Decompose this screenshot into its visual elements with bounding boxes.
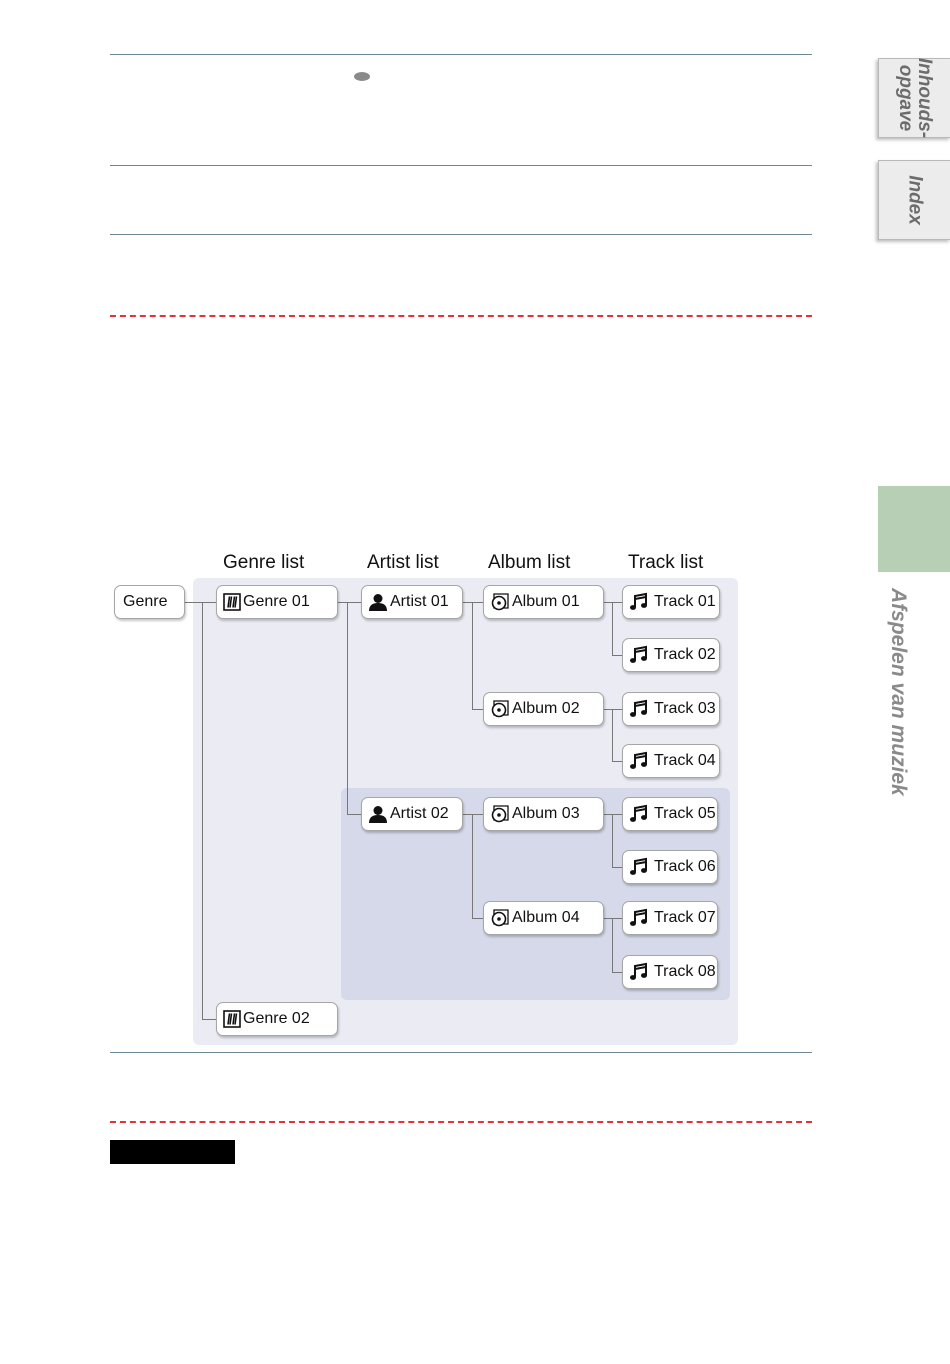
top-divider — [110, 54, 812, 55]
album-node — [483, 692, 604, 726]
node-label: Genre 01 — [243, 593, 310, 610]
genre-node — [216, 1002, 338, 1036]
album-icon — [490, 805, 510, 823]
music-note-icon — [629, 751, 649, 771]
node-label: Album 03 — [512, 805, 580, 822]
node-label: Artist 01 — [390, 593, 449, 610]
track-node — [622, 692, 720, 726]
track-node — [622, 955, 718, 989]
connector — [612, 709, 613, 761]
header-genre-list: Genre list — [223, 552, 305, 573]
section-title: Afspelen van muziek — [887, 588, 910, 796]
genre-icon — [223, 1010, 241, 1028]
bullet-dot — [354, 72, 370, 81]
album-icon — [490, 700, 510, 718]
album-icon — [490, 909, 510, 927]
track-node — [622, 901, 718, 935]
connector — [472, 602, 473, 709]
node-label: Track 03 — [654, 700, 716, 717]
artist-node — [361, 797, 463, 831]
track-node — [622, 797, 718, 831]
connector — [472, 918, 483, 919]
music-note-icon — [629, 857, 649, 877]
track-node — [622, 744, 720, 778]
node-label: Track 05 — [654, 805, 716, 822]
divider — [110, 1052, 812, 1053]
music-note-icon — [629, 645, 649, 665]
artist-icon — [368, 593, 388, 611]
artist-icon — [368, 805, 388, 823]
album-icon — [490, 593, 510, 611]
connector — [202, 602, 203, 1019]
section-marker — [878, 486, 950, 572]
connector — [472, 709, 483, 710]
connector — [612, 972, 622, 973]
track-node — [622, 638, 720, 672]
dashed-rule — [110, 1121, 812, 1123]
node-label: Album 01 — [512, 593, 580, 610]
connector — [202, 1019, 216, 1020]
connector — [185, 602, 216, 603]
connector — [604, 814, 622, 815]
header-album-list: Album list — [488, 552, 571, 573]
node-label: Track 02 — [654, 646, 716, 663]
tab-label: Index — [904, 175, 926, 225]
tab-table-of-contents[interactable] — [878, 58, 950, 138]
connector — [612, 761, 622, 762]
connector — [604, 709, 622, 710]
connector — [612, 918, 613, 972]
node-label: Album 02 — [512, 700, 580, 717]
album-node — [483, 901, 604, 935]
header-track-list: Track list — [628, 552, 704, 573]
node-label: Genre — [123, 593, 168, 610]
connector — [463, 814, 483, 815]
music-note-icon — [629, 804, 649, 824]
connector — [612, 814, 613, 867]
music-note-icon — [629, 908, 649, 928]
track-node — [622, 850, 718, 884]
node-label: Artist 02 — [390, 805, 449, 822]
node-label: Track 08 — [654, 963, 716, 980]
node-label: Track 04 — [654, 752, 716, 769]
album-node — [483, 585, 604, 619]
music-note-icon — [629, 699, 649, 719]
connector — [612, 867, 622, 868]
node-label: Track 01 — [654, 593, 716, 610]
track-node — [622, 585, 720, 619]
genre-icon — [223, 593, 241, 611]
node-label: Track 07 — [654, 909, 716, 926]
connector — [604, 918, 622, 919]
node-label: Track 06 — [654, 858, 716, 875]
album-node — [483, 797, 604, 831]
divider — [110, 165, 812, 166]
dashed-rule — [110, 315, 812, 317]
tab-index[interactable] — [878, 160, 950, 240]
connector — [347, 814, 361, 815]
header-artist-list: Artist list — [367, 552, 439, 573]
connector — [338, 602, 361, 603]
genre-root-node — [114, 585, 185, 619]
connector — [612, 655, 622, 656]
connector — [463, 602, 483, 603]
artist-node — [361, 585, 463, 619]
connector — [604, 602, 622, 603]
genre-node — [216, 585, 338, 619]
note-label-bar — [110, 1140, 235, 1164]
node-label: Genre 02 — [243, 1010, 310, 1027]
node-label: Album 04 — [512, 909, 580, 926]
music-note-icon — [629, 592, 649, 612]
divider — [110, 234, 812, 235]
connector — [472, 814, 473, 918]
connector — [612, 602, 613, 655]
music-note-icon — [629, 962, 649, 982]
tab-label: Inhouds- opgave — [895, 57, 935, 139]
connector — [347, 602, 348, 814]
